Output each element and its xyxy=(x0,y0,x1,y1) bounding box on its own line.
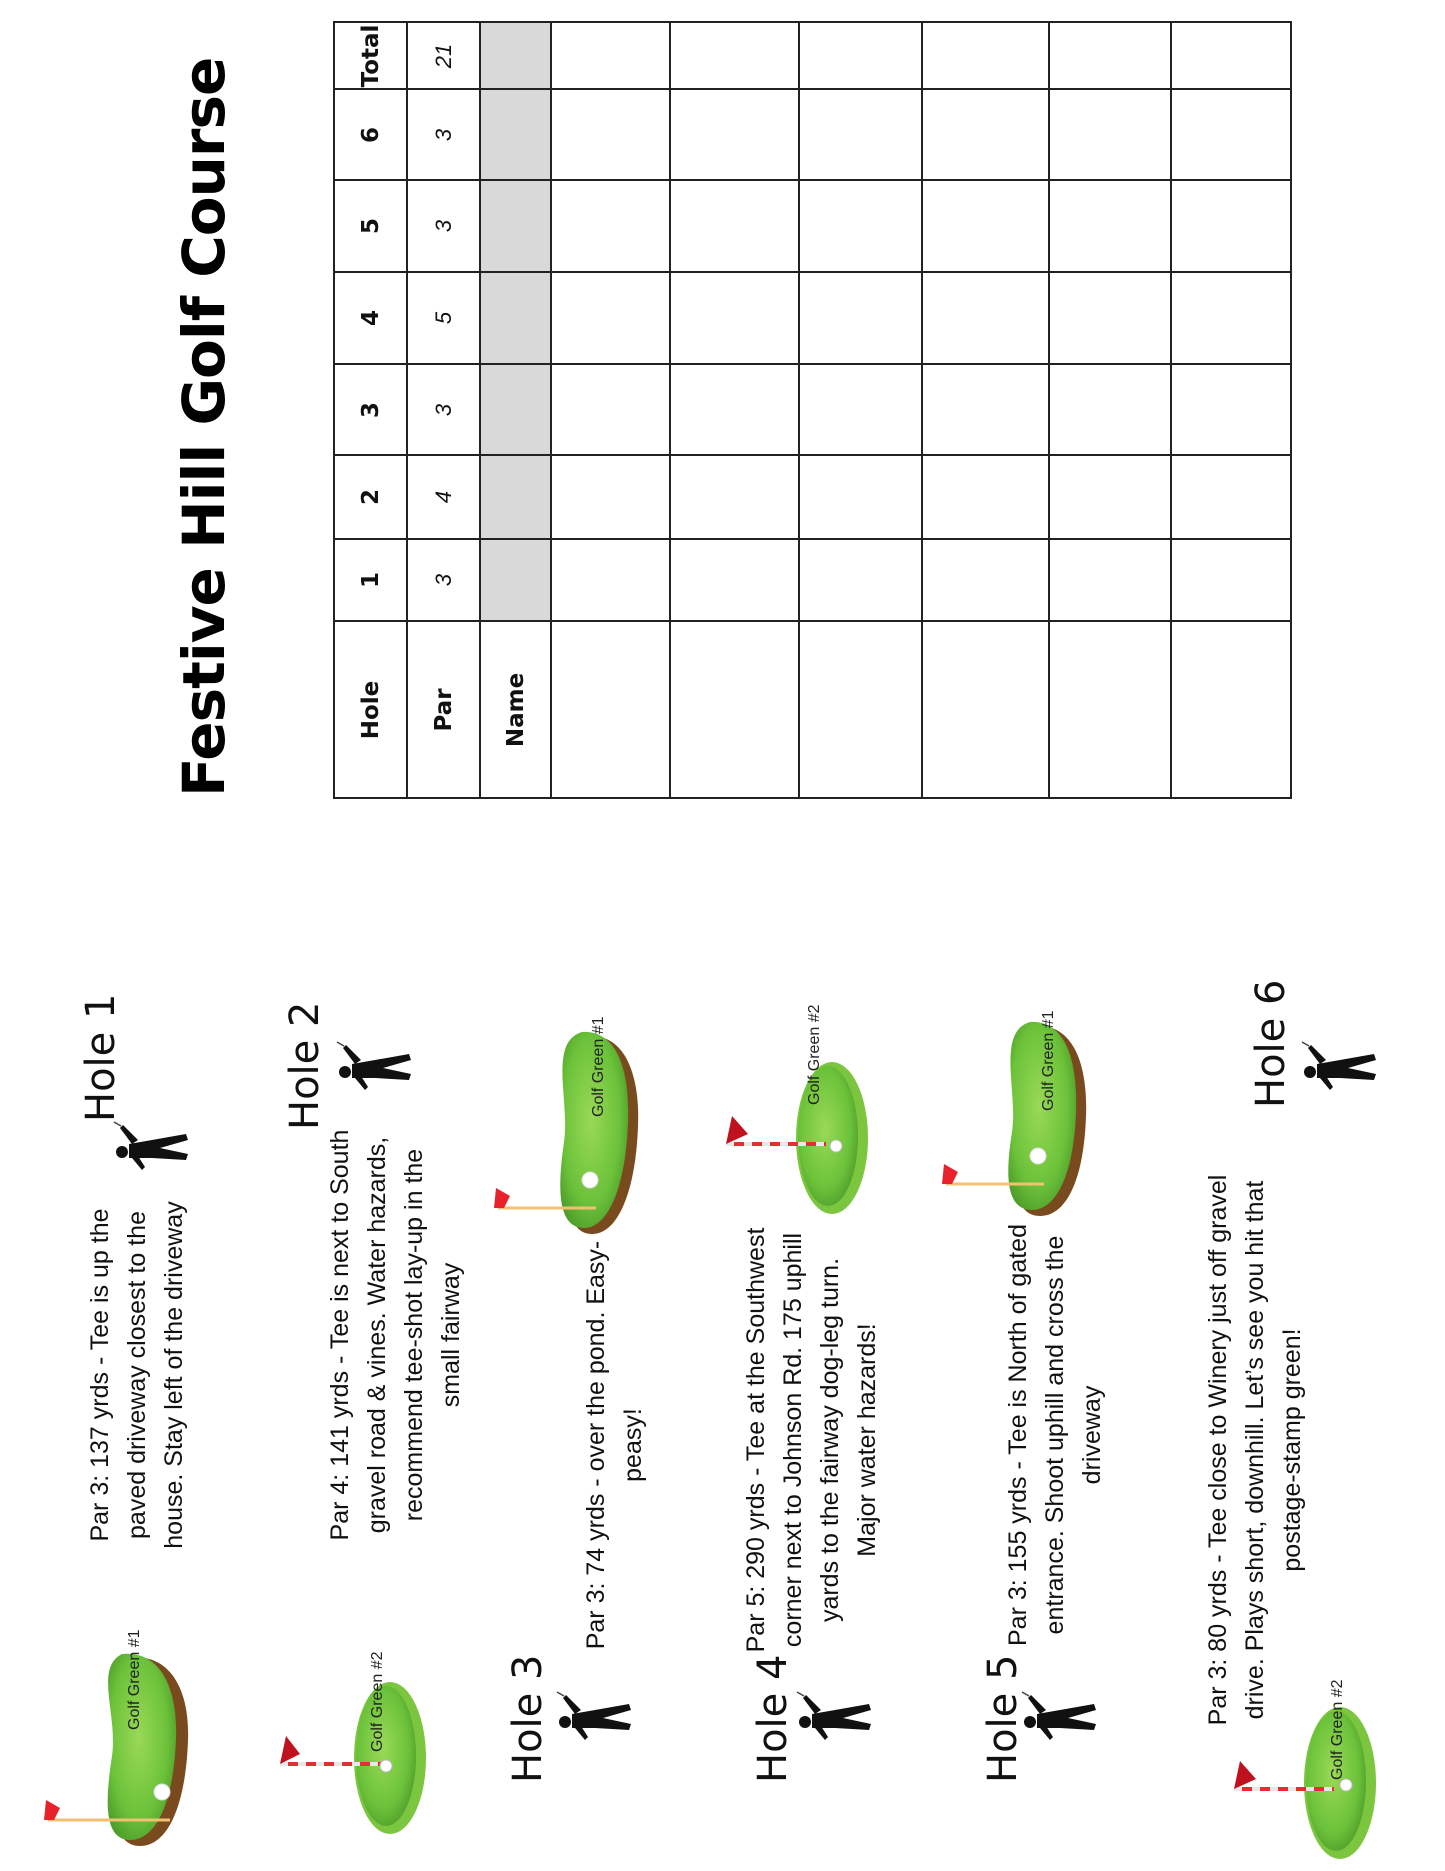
hole-label-cell xyxy=(334,621,407,798)
hole-1-title: Hole 1 xyxy=(78,993,124,1122)
hole-4-title: Hole 4 xyxy=(750,1654,796,1783)
golf-green-2-graphic xyxy=(1228,1705,1388,1865)
hole-2-title: Hole 2 xyxy=(282,1001,328,1130)
score-cell[interactable] xyxy=(1049,455,1171,539)
hole-3-description: Par 3: 74 yrds - over the pond. Easy-peasy! xyxy=(582,1240,647,1650)
score-cell[interactable] xyxy=(1171,364,1291,455)
player-name-cell[interactable] xyxy=(1049,621,1171,798)
golfer-icon xyxy=(1020,1690,1100,1750)
flag-icon xyxy=(1234,1761,1256,1789)
hole-header-cell xyxy=(334,272,407,364)
score-cell[interactable] xyxy=(1049,539,1171,621)
name-cell[interactable] xyxy=(480,455,551,539)
page-title: Festive Hill Golf Course xyxy=(170,57,238,797)
score-cell[interactable] xyxy=(799,272,922,364)
total-header-cell xyxy=(334,22,407,89)
par-cell xyxy=(407,364,480,455)
score-cell[interactable] xyxy=(799,22,922,89)
score-cell[interactable] xyxy=(551,539,670,621)
score-cell[interactable] xyxy=(551,364,670,455)
hole-header-cell xyxy=(334,364,407,455)
hole-header-cell xyxy=(334,89,407,180)
golf-ball-icon xyxy=(582,1172,598,1188)
par-cell xyxy=(407,272,480,364)
name-row-label: Name xyxy=(502,672,529,747)
player-name-cell[interactable] xyxy=(799,621,922,798)
hole-header-cell xyxy=(334,180,407,272)
hole-number-4: 4 xyxy=(357,309,384,327)
flag-icon xyxy=(44,1800,60,1820)
name-cell[interactable] xyxy=(480,272,551,364)
player-name-cell[interactable] xyxy=(922,621,1049,798)
name-cell[interactable] xyxy=(480,539,551,621)
flag-icon xyxy=(280,1736,300,1764)
golf-ball-icon xyxy=(1340,1779,1352,1791)
hole-number-5: 5 xyxy=(357,217,384,235)
flag-icon xyxy=(494,1188,510,1208)
score-cell[interactable] xyxy=(1171,455,1291,539)
hole-4-description: Par 5: 290 yrds - Tee at the Southwest corner next to Johnson Rd. 175 uphill yards to the fairway dog-leg turn. Major water hazards! xyxy=(742,1227,881,1653)
golf-green-1-graphic xyxy=(490,1030,650,1240)
hole-header-cell xyxy=(334,539,407,621)
name-label-cell xyxy=(480,621,551,798)
score-cell[interactable] xyxy=(670,272,799,364)
score-cell[interactable] xyxy=(799,180,922,272)
hole-row-label: Hole xyxy=(357,680,384,739)
score-cell[interactable] xyxy=(922,89,1049,180)
score-cell[interactable] xyxy=(1171,22,1291,89)
par-value-6: 3 xyxy=(430,128,456,141)
hole-3-green-label: Golf Green #1 xyxy=(590,1016,607,1117)
par-value-3: 3 xyxy=(430,403,456,416)
par-cell xyxy=(407,455,480,539)
golf-green-2-graphic xyxy=(720,1060,880,1220)
score-cell[interactable] xyxy=(922,180,1049,272)
hole-6-description: Par 3: 80 yrds - Tee close to Winery just off gravel drive. Plays short, downhill. Let’s see you hit that postage-stamp green! xyxy=(1204,1174,1306,1726)
score-cell[interactable] xyxy=(922,539,1049,621)
total-name-cell[interactable] xyxy=(480,22,551,89)
hole-2-green-label: Golf Green #2 xyxy=(369,1651,386,1752)
total-par: 21 xyxy=(430,43,456,68)
hole-5-description: Par 3: 155 yrds - Tee is North of gated entrance. Shoot uphill and cross the driveway xyxy=(1004,1224,1106,1646)
player-name-cell[interactable] xyxy=(551,621,670,798)
golf-ball-icon xyxy=(154,1784,170,1800)
par-value-5: 3 xyxy=(430,219,456,233)
score-cell[interactable] xyxy=(799,539,922,621)
golfer-icon xyxy=(1300,1040,1380,1100)
score-cell[interactable] xyxy=(799,89,922,180)
par-cell xyxy=(407,539,480,621)
name-cell[interactable] xyxy=(480,364,551,455)
score-cell[interactable] xyxy=(1171,180,1291,272)
golf-ball-icon xyxy=(1030,1148,1046,1164)
scorecard-table xyxy=(333,21,1292,799)
hole-5-title: Hole 5 xyxy=(980,1654,1026,1783)
total-header: Total xyxy=(357,24,384,87)
total-par-cell xyxy=(407,22,480,89)
name-cell[interactable] xyxy=(480,89,551,180)
score-cell[interactable] xyxy=(670,180,799,272)
score-cell[interactable] xyxy=(1049,89,1171,180)
score-cell[interactable] xyxy=(922,22,1049,89)
score-cell[interactable] xyxy=(1171,539,1291,621)
hole-4-green-label: Golf Green #2 xyxy=(806,1004,823,1105)
score-cell[interactable] xyxy=(1049,272,1171,364)
score-cell[interactable] xyxy=(1171,272,1291,364)
hole-5-green-label: Golf Green #1 xyxy=(1040,1010,1057,1111)
par-cell xyxy=(407,89,480,180)
score-cell[interactable] xyxy=(922,455,1049,539)
score-cell[interactable] xyxy=(670,364,799,455)
hole-number-6: 6 xyxy=(357,126,384,143)
hole-number-1: 1 xyxy=(357,571,384,589)
score-cell[interactable] xyxy=(1049,180,1171,272)
par-value-2: 4 xyxy=(430,490,456,504)
golf-green-1-graphic xyxy=(938,1020,1098,1220)
player-name-cell[interactable] xyxy=(670,621,799,798)
hole-number-3: 3 xyxy=(357,401,384,418)
par-value-4: 5 xyxy=(430,311,456,325)
score-cell[interactable] xyxy=(922,272,1049,364)
score-cell[interactable] xyxy=(670,89,799,180)
golf-ball-icon xyxy=(380,1760,392,1772)
score-cell[interactable] xyxy=(551,22,670,89)
score-cell[interactable] xyxy=(1049,364,1171,455)
hole-1-green-label: Golf Green #1 xyxy=(126,1629,143,1730)
score-cell[interactable] xyxy=(670,22,799,89)
hole-1-description: Par 3: 137 yrds - Tee is up the paved driveway closest to the house. Stay left of the driveway xyxy=(86,1201,188,1549)
score-cell[interactable] xyxy=(670,539,799,621)
hole-6-green-label: Golf Green #2 xyxy=(1329,1679,1346,1780)
score-cell[interactable] xyxy=(799,455,922,539)
score-cell[interactable] xyxy=(670,455,799,539)
hole-header-cell xyxy=(334,455,407,539)
golf-ball-icon xyxy=(830,1140,842,1152)
hole-6-title: Hole 6 xyxy=(1248,979,1294,1108)
golfer-icon xyxy=(112,1120,192,1180)
golfer-icon xyxy=(795,1690,875,1750)
golf-green-2-graphic xyxy=(270,1680,430,1840)
score-cell[interactable] xyxy=(551,180,670,272)
hole-number-2: 2 xyxy=(357,488,384,506)
flag-icon xyxy=(942,1164,958,1184)
flag-icon xyxy=(726,1116,748,1144)
hole-2-description: Par 4: 141 yrds - Tee is next to South gravel road & vines. Water hazards, recommend tee-shot lay-up in the small fairway xyxy=(326,1129,465,1541)
golfer-icon xyxy=(555,1690,635,1750)
score-cell[interactable] xyxy=(551,89,670,180)
par-label-cell xyxy=(407,621,480,798)
score-cell[interactable] xyxy=(551,455,670,539)
score-cell[interactable] xyxy=(1171,89,1291,180)
golf-green-1-graphic xyxy=(40,1650,200,1850)
par-row-label: Par xyxy=(430,687,457,732)
player-name-cell[interactable] xyxy=(1171,621,1291,798)
par-cell xyxy=(407,180,480,272)
par-value-1: 3 xyxy=(430,573,456,587)
score-cell[interactable] xyxy=(799,364,922,455)
golfer-icon xyxy=(335,1040,415,1100)
score-cell[interactable] xyxy=(922,364,1049,455)
score-cell[interactable] xyxy=(1049,22,1171,89)
hole-3-title: Hole 3 xyxy=(505,1654,551,1783)
name-cell[interactable] xyxy=(480,180,551,272)
score-cell[interactable] xyxy=(551,272,670,364)
